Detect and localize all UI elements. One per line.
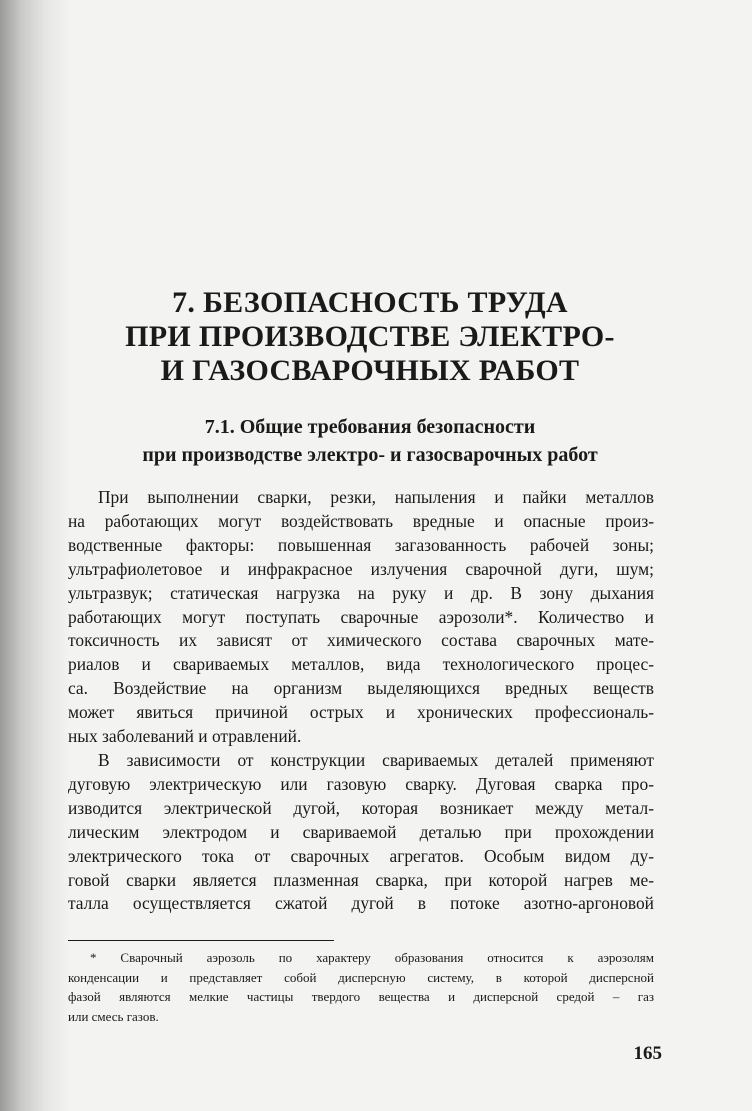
paragraph-line: лическим электродом и свариваемой деталью при прохождении	[68, 821, 654, 842]
footnote	[68, 948, 654, 1026]
paragraph-line: В зависимости от конструкции свариваемых деталей применяют	[98, 749, 654, 770]
chapter-title-line: ПРИ ПРОИЗВОДСТВЕ ЭЛЕКТРО-	[125, 320, 615, 353]
paragraph-line: на работающих могут воздействовать вредные и опасные произ-	[68, 510, 654, 531]
section-title-line: при производстве электро- и газосварочных работ	[142, 444, 598, 466]
paragraph-line: электрического тока от сварочных агрегатов. Особым видом ду-	[68, 845, 654, 866]
paragraph-line: говой сварки является плазменная сварка, при которой нагрев ме-	[68, 869, 654, 890]
binding-shadow	[0, 0, 70, 1111]
footnote-line: фазой являются мелкие частицы твердого вещества и дисперсной средой – газ	[68, 989, 654, 1004]
paragraph-line: может явиться причиной острых и хронических профессиональ-	[68, 702, 654, 723]
footnote-line: или смесь газов.	[68, 1008, 159, 1024]
paragraph-line: риалов и свариваемых металлов, вида технологического процес-	[68, 654, 654, 675]
paragraph-line: дуговую электрическую или газовую сварку. Дуговая сварка про-	[68, 773, 654, 794]
paragraph-line: ультразвук; статическая нагрузка на руку и др. В зону дыхания	[68, 582, 654, 603]
footnote-divider	[68, 940, 334, 941]
paragraph-line: При выполнении сварки, резки, напыления и пайки металлов	[98, 487, 654, 507]
paragraph-line: водственные факторы: повышенная загазованность рабочей зоны;	[68, 534, 654, 555]
paragraph-line: са. Воздействие на организм выделяющихся вредных веществ	[68, 678, 654, 699]
footnote-line: * Сварочный аэрозоль по характеру образования относится к аэрозолям	[90, 950, 654, 965]
footnote-line: конденсации и представляет собой дисперсную систему, в которой дисперсной	[68, 969, 654, 985]
section-title-line: 7.1. Общие требования безопасности	[204, 416, 536, 438]
chapter-title-line: И ГАЗОСВАРОЧНЫХ РАБОТ	[160, 354, 580, 387]
chapter-title	[100, 286, 640, 388]
paragraph-line: ультрафиолетовое и инфракрасное излучения сварочной дуги, шум;	[68, 558, 654, 579]
paragraph-line: работающих могут поступать сварочные аэрозоли*. Количество и	[68, 606, 654, 627]
paragraph-line: талла осуществляется сжатой дугой в потоке азотно-аргоновой	[68, 893, 654, 914]
section-title	[70, 413, 670, 469]
paragraph-line: изводится электрической дугой, которая возникает между метал-	[68, 797, 654, 818]
body-text	[68, 486, 654, 916]
chapter-title-line: 7. БЕЗОПАСНОСТЬ ТРУДА	[172, 286, 568, 319]
paragraph-line: токсичность их зависят от химического состава сварочных мате-	[68, 630, 654, 651]
paragraph-line: ных заболеваний и отравлений.	[68, 726, 302, 747]
page-number: 165	[633, 1043, 662, 1064]
